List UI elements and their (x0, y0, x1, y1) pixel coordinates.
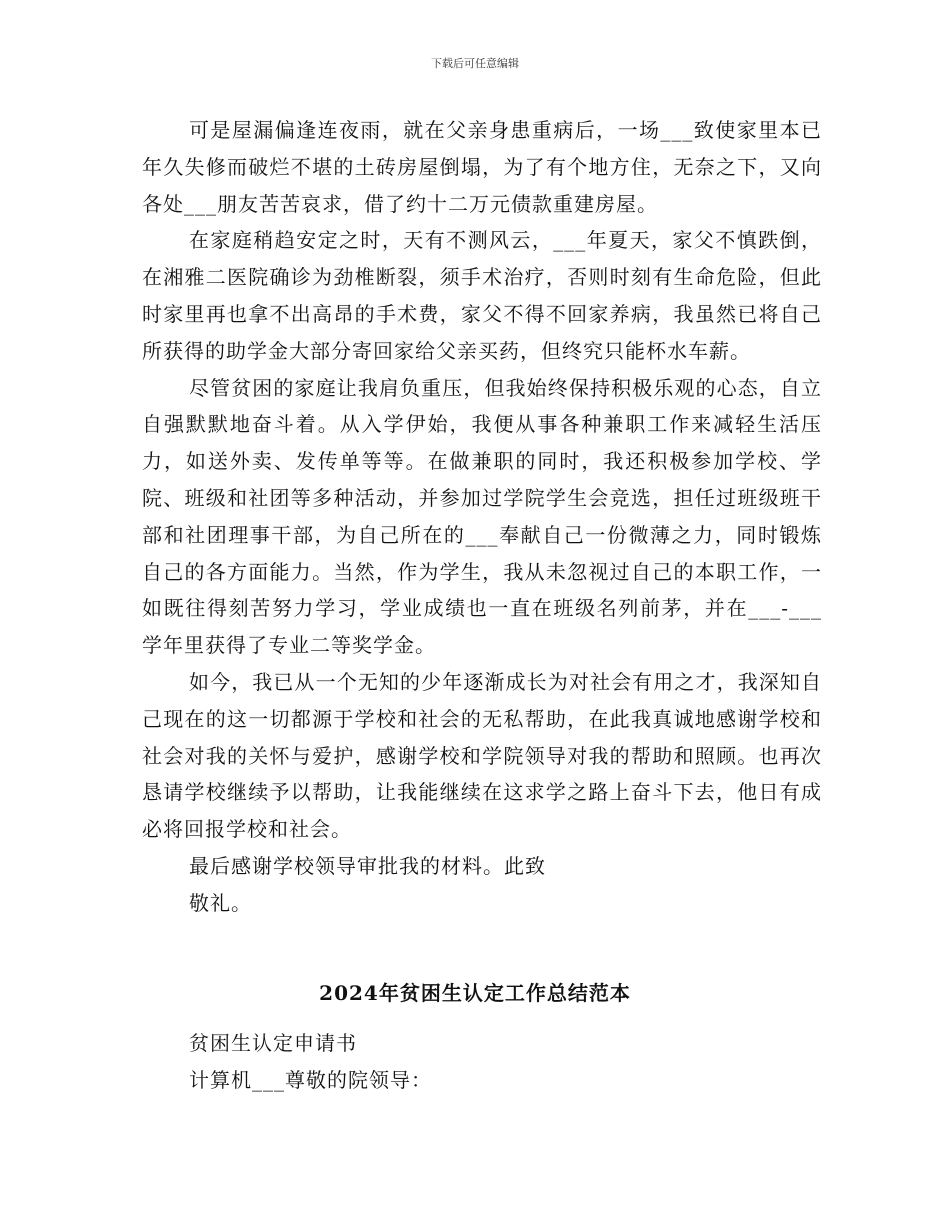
section-salutation: 计算机___尊敬的院领导： (189, 1067, 432, 1092)
section-intro (189, 1025, 432, 1099)
page-header: 下载后可任意编辑 (431, 57, 519, 70)
document-body (142, 112, 822, 922)
paragraph-house-collapse: 可是屋漏偏逢连夜雨，就在父亲身患重病后，一场___致使家里本已年久失修而破烂不堪的土砖房屋倒塌，为了有个地方住，无奈之下，又向各处___朋友苦苦哀求，借了约十二万元债款重建房屋。 (142, 118, 822, 216)
paragraph-father-injury: 在家庭稍趋安定之时，天有不测风云，___年夏天，家父不慎跌倒，在湘雅二医院确诊为劲椎断裂，须手术治疗，否则时刻有生命危险，但此时家里再也拿不出高昂的手术费，家父不得不回家养病，我虽然已将自己所获得的助学金大部分寄回家给父亲买药，但终究只能杯水车薪。 (142, 228, 822, 363)
closing-line: 最后感谢学校领导审批我的材料。此致 (189, 853, 546, 878)
section-subtitle: 贫困生认定申请书 (189, 1031, 357, 1055)
paragraph-gratitude: 如今，我已从一个无知的少年逐渐成长为对社会有用之才，我深知自己现在的这一切都源于学校和社会的无私帮助，在此我真诚地感谢学校和社会对我的关怀与爱护，感谢学校和学院领导对我的帮助和照顾。也再次恳请学校继续予以帮助，让我能继续在这求学之路上奋斗下去，他日有成必将回报学校和社会。 (142, 669, 822, 842)
paragraph-self-reliance: 尽管贫困的家庭让我肩负重压，但我始终保持积极乐观的心态，自立自强默默地奋斗着。从入学伊始，我便从事各种兼职工作来减轻生活压力，如送外卖、发传单等等。在做兼职的同时，我还积极参加学校、学院、班级和社团等多种活动，并参加过学院学生会竞选，担任过班级班干部和社团理事干部，为自己所在的___奉献自己一份微薄之力，同时锻炼自己的各方面能力。当然，作为学生，我从未忽视过自己的本职工作，一如既往得刻苦努力学习，学业成绩也一直在班级名列前茅，并在___-___学年里获得了专业二等奖学金。 (142, 375, 822, 658)
closing-salute: 敬礼。 (189, 890, 252, 915)
section-title: 2024年贫困生认定工作总结范本 (319, 981, 631, 1005)
